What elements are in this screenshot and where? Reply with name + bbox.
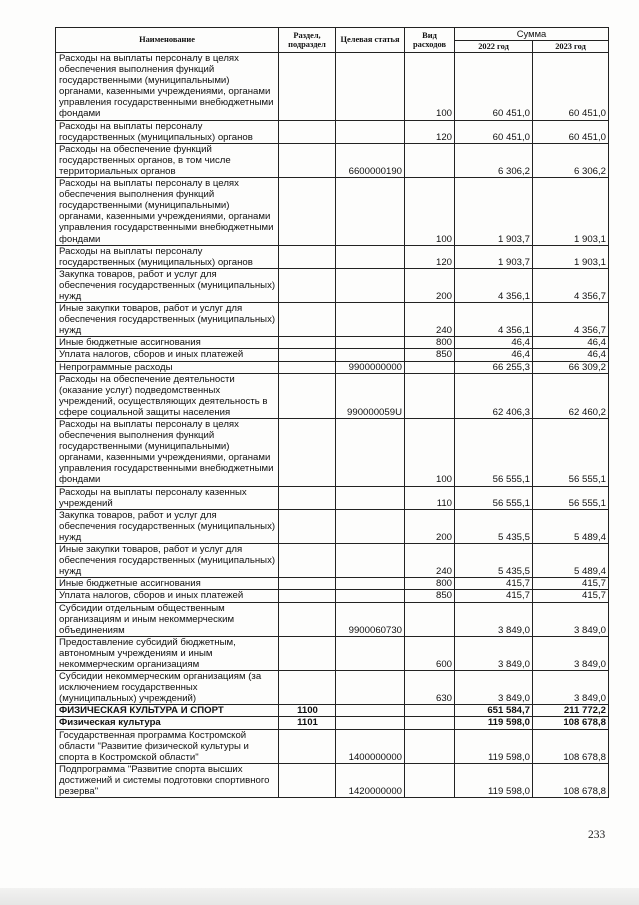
row-target-cell: 1400000000 bbox=[336, 729, 405, 763]
row-name-cell: Иные бюджетные ассигнования bbox=[56, 337, 279, 349]
row-type-cell: 110 bbox=[405, 486, 455, 509]
row-type-cell bbox=[405, 763, 455, 797]
row-name-cell: Закупка товаров, работ и услуг для обеспечения государственных (муниципальных) нужд bbox=[56, 509, 279, 543]
row-type-cell: 100 bbox=[405, 53, 455, 121]
row-sum-2023-cell: 46,4 bbox=[533, 349, 609, 361]
row-type-cell: 850 bbox=[405, 349, 455, 361]
row-sum-2022-cell: 46,4 bbox=[455, 337, 533, 349]
row-target-cell bbox=[336, 53, 405, 121]
row-sum-2022-cell: 56 555,1 bbox=[455, 486, 533, 509]
row-sum-2022-cell: 3 849,0 bbox=[455, 671, 533, 705]
row-type-cell bbox=[405, 373, 455, 418]
table-row bbox=[56, 602, 609, 636]
row-target-cell bbox=[336, 590, 405, 602]
row-name-cell: Уплата налогов, сборов и иных платежей bbox=[56, 349, 279, 361]
table-row bbox=[56, 636, 609, 670]
row-target-cell: 9900060730 bbox=[336, 602, 405, 636]
row-sum-2022-cell: 60 451,0 bbox=[455, 53, 533, 121]
row-target-cell bbox=[336, 349, 405, 361]
row-name-cell: Расходы на выплаты персоналу казенных учреждений bbox=[56, 486, 279, 509]
table-row bbox=[56, 590, 609, 602]
row-sum-2022-cell: 119 598,0 bbox=[455, 717, 533, 729]
table-row bbox=[56, 268, 609, 302]
row-sum-2023-cell: 46,4 bbox=[533, 337, 609, 349]
row-type-cell: 630 bbox=[405, 671, 455, 705]
row-section-cell: 1101 bbox=[279, 717, 336, 729]
header-2022: 2022 год bbox=[455, 40, 533, 53]
row-sum-2022-cell: 4 356,1 bbox=[455, 303, 533, 337]
row-section-cell bbox=[279, 590, 336, 602]
row-name-cell: Расходы на выплаты персоналу государственных (муниципальных) органов bbox=[56, 120, 279, 143]
header-section: Раздел, подраздел bbox=[279, 28, 336, 53]
row-section-cell bbox=[279, 373, 336, 418]
row-target-cell bbox=[336, 178, 405, 246]
row-sum-2022-cell: 66 255,3 bbox=[455, 361, 533, 373]
row-sum-2022-cell: 60 451,0 bbox=[455, 120, 533, 143]
row-target-cell bbox=[336, 509, 405, 543]
row-name-cell: ФИЗИЧЕСКАЯ КУЛЬТУРА И СПОРТ bbox=[56, 705, 279, 717]
row-sum-2022-cell: 62 406,3 bbox=[455, 373, 533, 418]
table-header-row bbox=[56, 28, 609, 41]
row-name-cell: Расходы на выплаты персоналу государственных (муниципальных) органов bbox=[56, 245, 279, 268]
row-section-cell bbox=[279, 53, 336, 121]
table-row bbox=[56, 578, 609, 590]
row-target-cell bbox=[336, 578, 405, 590]
row-sum-2023-cell: 1 903,1 bbox=[533, 245, 609, 268]
row-type-cell: 240 bbox=[405, 544, 455, 578]
row-target-cell bbox=[336, 705, 405, 717]
row-type-cell: 200 bbox=[405, 268, 455, 302]
row-type-cell: 850 bbox=[405, 590, 455, 602]
row-type-cell: 100 bbox=[405, 419, 455, 487]
table-row bbox=[56, 303, 609, 337]
row-sum-2022-cell: 4 356,1 bbox=[455, 268, 533, 302]
row-section-cell bbox=[279, 578, 336, 590]
table-row bbox=[56, 120, 609, 143]
row-type-cell bbox=[405, 729, 455, 763]
row-name-cell: Государственная программа Костромской области "Развитие физической культуры и спорта в Костромской области" bbox=[56, 729, 279, 763]
row-name-cell: Расходы на выплаты персоналу в целях обеспечения выполнения функций государственными (муниципальными) органами, казенными учреждениями, органами управления государственными внебюджетными фондами bbox=[56, 419, 279, 487]
row-target-cell bbox=[336, 717, 405, 729]
row-name-cell: Физическая культура bbox=[56, 717, 279, 729]
row-sum-2023-cell: 211 772,2 bbox=[533, 705, 609, 717]
row-section-cell bbox=[279, 337, 336, 349]
row-type-cell: 120 bbox=[405, 245, 455, 268]
row-target-cell bbox=[336, 245, 405, 268]
row-sum-2023-cell: 4 356,7 bbox=[533, 303, 609, 337]
row-name-cell: Расходы на выплаты персоналу в целях обеспечения выполнения функций государственными (муниципальными) органами, казенными учреждениями, органами управления государственными внебюджетными фондами bbox=[56, 178, 279, 246]
row-type-cell bbox=[405, 143, 455, 177]
row-sum-2022-cell: 1 903,7 bbox=[455, 245, 533, 268]
row-type-cell bbox=[405, 602, 455, 636]
header-sum: Сумма bbox=[455, 28, 609, 41]
row-sum-2022-cell: 56 555,1 bbox=[455, 419, 533, 487]
row-sum-2022-cell: 5 435,5 bbox=[455, 509, 533, 543]
page-number: 233 bbox=[588, 829, 606, 841]
table-row bbox=[56, 419, 609, 487]
row-type-cell bbox=[405, 717, 455, 729]
row-sum-2022-cell: 3 849,0 bbox=[455, 602, 533, 636]
table-row bbox=[56, 717, 609, 729]
row-sum-2023-cell: 56 555,1 bbox=[533, 486, 609, 509]
row-target-cell bbox=[336, 268, 405, 302]
row-section-cell bbox=[279, 303, 336, 337]
row-sum-2023-cell: 1 903,1 bbox=[533, 178, 609, 246]
header-type: Вид расходов bbox=[405, 28, 455, 53]
row-section-cell: 1100 bbox=[279, 705, 336, 717]
row-name-cell: Расходы на обеспечение функций государственных органов, в том числе территориальных органов bbox=[56, 143, 279, 177]
row-type-cell bbox=[405, 705, 455, 717]
row-section-cell bbox=[279, 671, 336, 705]
table-body bbox=[56, 53, 609, 798]
row-section-cell bbox=[279, 349, 336, 361]
row-sum-2023-cell: 415,7 bbox=[533, 578, 609, 590]
row-sum-2022-cell: 3 849,0 bbox=[455, 636, 533, 670]
row-sum-2023-cell: 56 555,1 bbox=[533, 419, 609, 487]
table-row bbox=[56, 361, 609, 373]
row-sum-2022-cell: 1 903,7 bbox=[455, 178, 533, 246]
row-sum-2023-cell: 4 356,7 bbox=[533, 268, 609, 302]
row-sum-2022-cell: 415,7 bbox=[455, 590, 533, 602]
budget-table bbox=[55, 27, 609, 798]
row-section-cell bbox=[279, 419, 336, 487]
table-row bbox=[56, 671, 609, 705]
row-sum-2023-cell: 6 306,2 bbox=[533, 143, 609, 177]
row-type-cell: 600 bbox=[405, 636, 455, 670]
row-name-cell: Субсидии некоммерческим организациям (за исключением государственных (муниципальных) учреждений) bbox=[56, 671, 279, 705]
row-type-cell: 100 bbox=[405, 178, 455, 246]
row-sum-2023-cell: 415,7 bbox=[533, 590, 609, 602]
table-row bbox=[56, 729, 609, 763]
row-section-cell bbox=[279, 636, 336, 670]
row-section-cell bbox=[279, 268, 336, 302]
header-2023: 2023 год bbox=[533, 40, 609, 53]
table-row bbox=[56, 763, 609, 797]
row-sum-2022-cell: 415,7 bbox=[455, 578, 533, 590]
row-target-cell: 1420000000 bbox=[336, 763, 405, 797]
row-sum-2023-cell: 66 309,2 bbox=[533, 361, 609, 373]
row-name-cell: Субсидии отдельным общественным организациям и иным некоммерческим объединениям bbox=[56, 602, 279, 636]
row-sum-2023-cell: 60 451,0 bbox=[533, 120, 609, 143]
row-name-cell: Предоставление субсидий бюджетным, автономным учреждениям и иным некоммерческим организациям bbox=[56, 636, 279, 670]
row-section-cell bbox=[279, 245, 336, 268]
scan-edge bbox=[0, 888, 639, 905]
table-row bbox=[56, 349, 609, 361]
header-target: Целевая статья bbox=[336, 28, 405, 53]
table-row bbox=[56, 509, 609, 543]
row-target-cell bbox=[336, 419, 405, 487]
row-target-cell: 9900000000 bbox=[336, 361, 405, 373]
row-sum-2023-cell: 3 849,0 bbox=[533, 602, 609, 636]
row-target-cell bbox=[336, 671, 405, 705]
row-name-cell: Закупка товаров, работ и услуг для обеспечения государственных (муниципальных) нужд bbox=[56, 268, 279, 302]
row-sum-2022-cell: 6 306,2 bbox=[455, 143, 533, 177]
row-name-cell: Непрограммные расходы bbox=[56, 361, 279, 373]
row-type-cell bbox=[405, 361, 455, 373]
row-target-cell: 6600000190 bbox=[336, 143, 405, 177]
row-type-cell: 240 bbox=[405, 303, 455, 337]
table-row bbox=[56, 486, 609, 509]
row-section-cell bbox=[279, 509, 336, 543]
table-row bbox=[56, 143, 609, 177]
row-type-cell: 200 bbox=[405, 509, 455, 543]
row-name-cell: Расходы на выплаты персоналу в целях обеспечения выполнения функций государственными (муниципальными) органами, казенными учреждениями, органами управления государственными внебюджетными фондами bbox=[56, 53, 279, 121]
table-row bbox=[56, 705, 609, 717]
row-sum-2023-cell: 60 451,0 bbox=[533, 53, 609, 121]
row-sum-2022-cell: 5 435,5 bbox=[455, 544, 533, 578]
row-section-cell bbox=[279, 486, 336, 509]
row-target-cell bbox=[336, 120, 405, 143]
row-section-cell bbox=[279, 143, 336, 177]
row-sum-2023-cell: 3 849,0 bbox=[533, 636, 609, 670]
row-name-cell: Расходы на обеспечение деятельности (оказание услуг) подведомственных учреждений, осуществляющих деятельность в сфере социальной защиты населения bbox=[56, 373, 279, 418]
row-target-cell: 990000059U bbox=[336, 373, 405, 418]
row-target-cell bbox=[336, 544, 405, 578]
row-name-cell: Иные бюджетные ассигнования bbox=[56, 578, 279, 590]
row-name-cell: Иные закупки товаров, работ и услуг для обеспечения государственных (муниципальных) нужд bbox=[56, 303, 279, 337]
row-sum-2023-cell: 108 678,8 bbox=[533, 717, 609, 729]
table-row bbox=[56, 245, 609, 268]
row-sum-2023-cell: 108 678,8 bbox=[533, 729, 609, 763]
table-row bbox=[56, 337, 609, 349]
row-section-cell bbox=[279, 544, 336, 578]
row-section-cell bbox=[279, 729, 336, 763]
table-row bbox=[56, 53, 609, 121]
row-sum-2022-cell: 119 598,0 bbox=[455, 763, 533, 797]
row-sum-2023-cell: 108 678,8 bbox=[533, 763, 609, 797]
header-name: Наименование bbox=[56, 28, 279, 53]
row-sum-2023-cell: 5 489,4 bbox=[533, 544, 609, 578]
row-section-cell bbox=[279, 178, 336, 246]
row-name-cell: Подпрограмма "Развитие спорта высших достижений и системы подготовки спортивного резерва" bbox=[56, 763, 279, 797]
row-name-cell: Иные закупки товаров, работ и услуг для обеспечения государственных (муниципальных) нужд bbox=[56, 544, 279, 578]
row-target-cell bbox=[336, 486, 405, 509]
row-sum-2022-cell: 46,4 bbox=[455, 349, 533, 361]
row-target-cell bbox=[336, 636, 405, 670]
row-section-cell bbox=[279, 763, 336, 797]
row-sum-2022-cell: 651 584,7 bbox=[455, 705, 533, 717]
row-target-cell bbox=[336, 303, 405, 337]
row-type-cell: 800 bbox=[405, 578, 455, 590]
row-section-cell bbox=[279, 361, 336, 373]
row-section-cell bbox=[279, 602, 336, 636]
row-type-cell: 120 bbox=[405, 120, 455, 143]
row-sum-2023-cell: 5 489,4 bbox=[533, 509, 609, 543]
row-sum-2022-cell: 119 598,0 bbox=[455, 729, 533, 763]
table-row bbox=[56, 178, 609, 246]
row-target-cell bbox=[336, 337, 405, 349]
row-sum-2023-cell: 3 849,0 bbox=[533, 671, 609, 705]
row-type-cell: 800 bbox=[405, 337, 455, 349]
table-row bbox=[56, 373, 609, 418]
row-sum-2023-cell: 62 460,2 bbox=[533, 373, 609, 418]
row-name-cell: Уплата налогов, сборов и иных платежей bbox=[56, 590, 279, 602]
row-section-cell bbox=[279, 120, 336, 143]
table-row bbox=[56, 544, 609, 578]
